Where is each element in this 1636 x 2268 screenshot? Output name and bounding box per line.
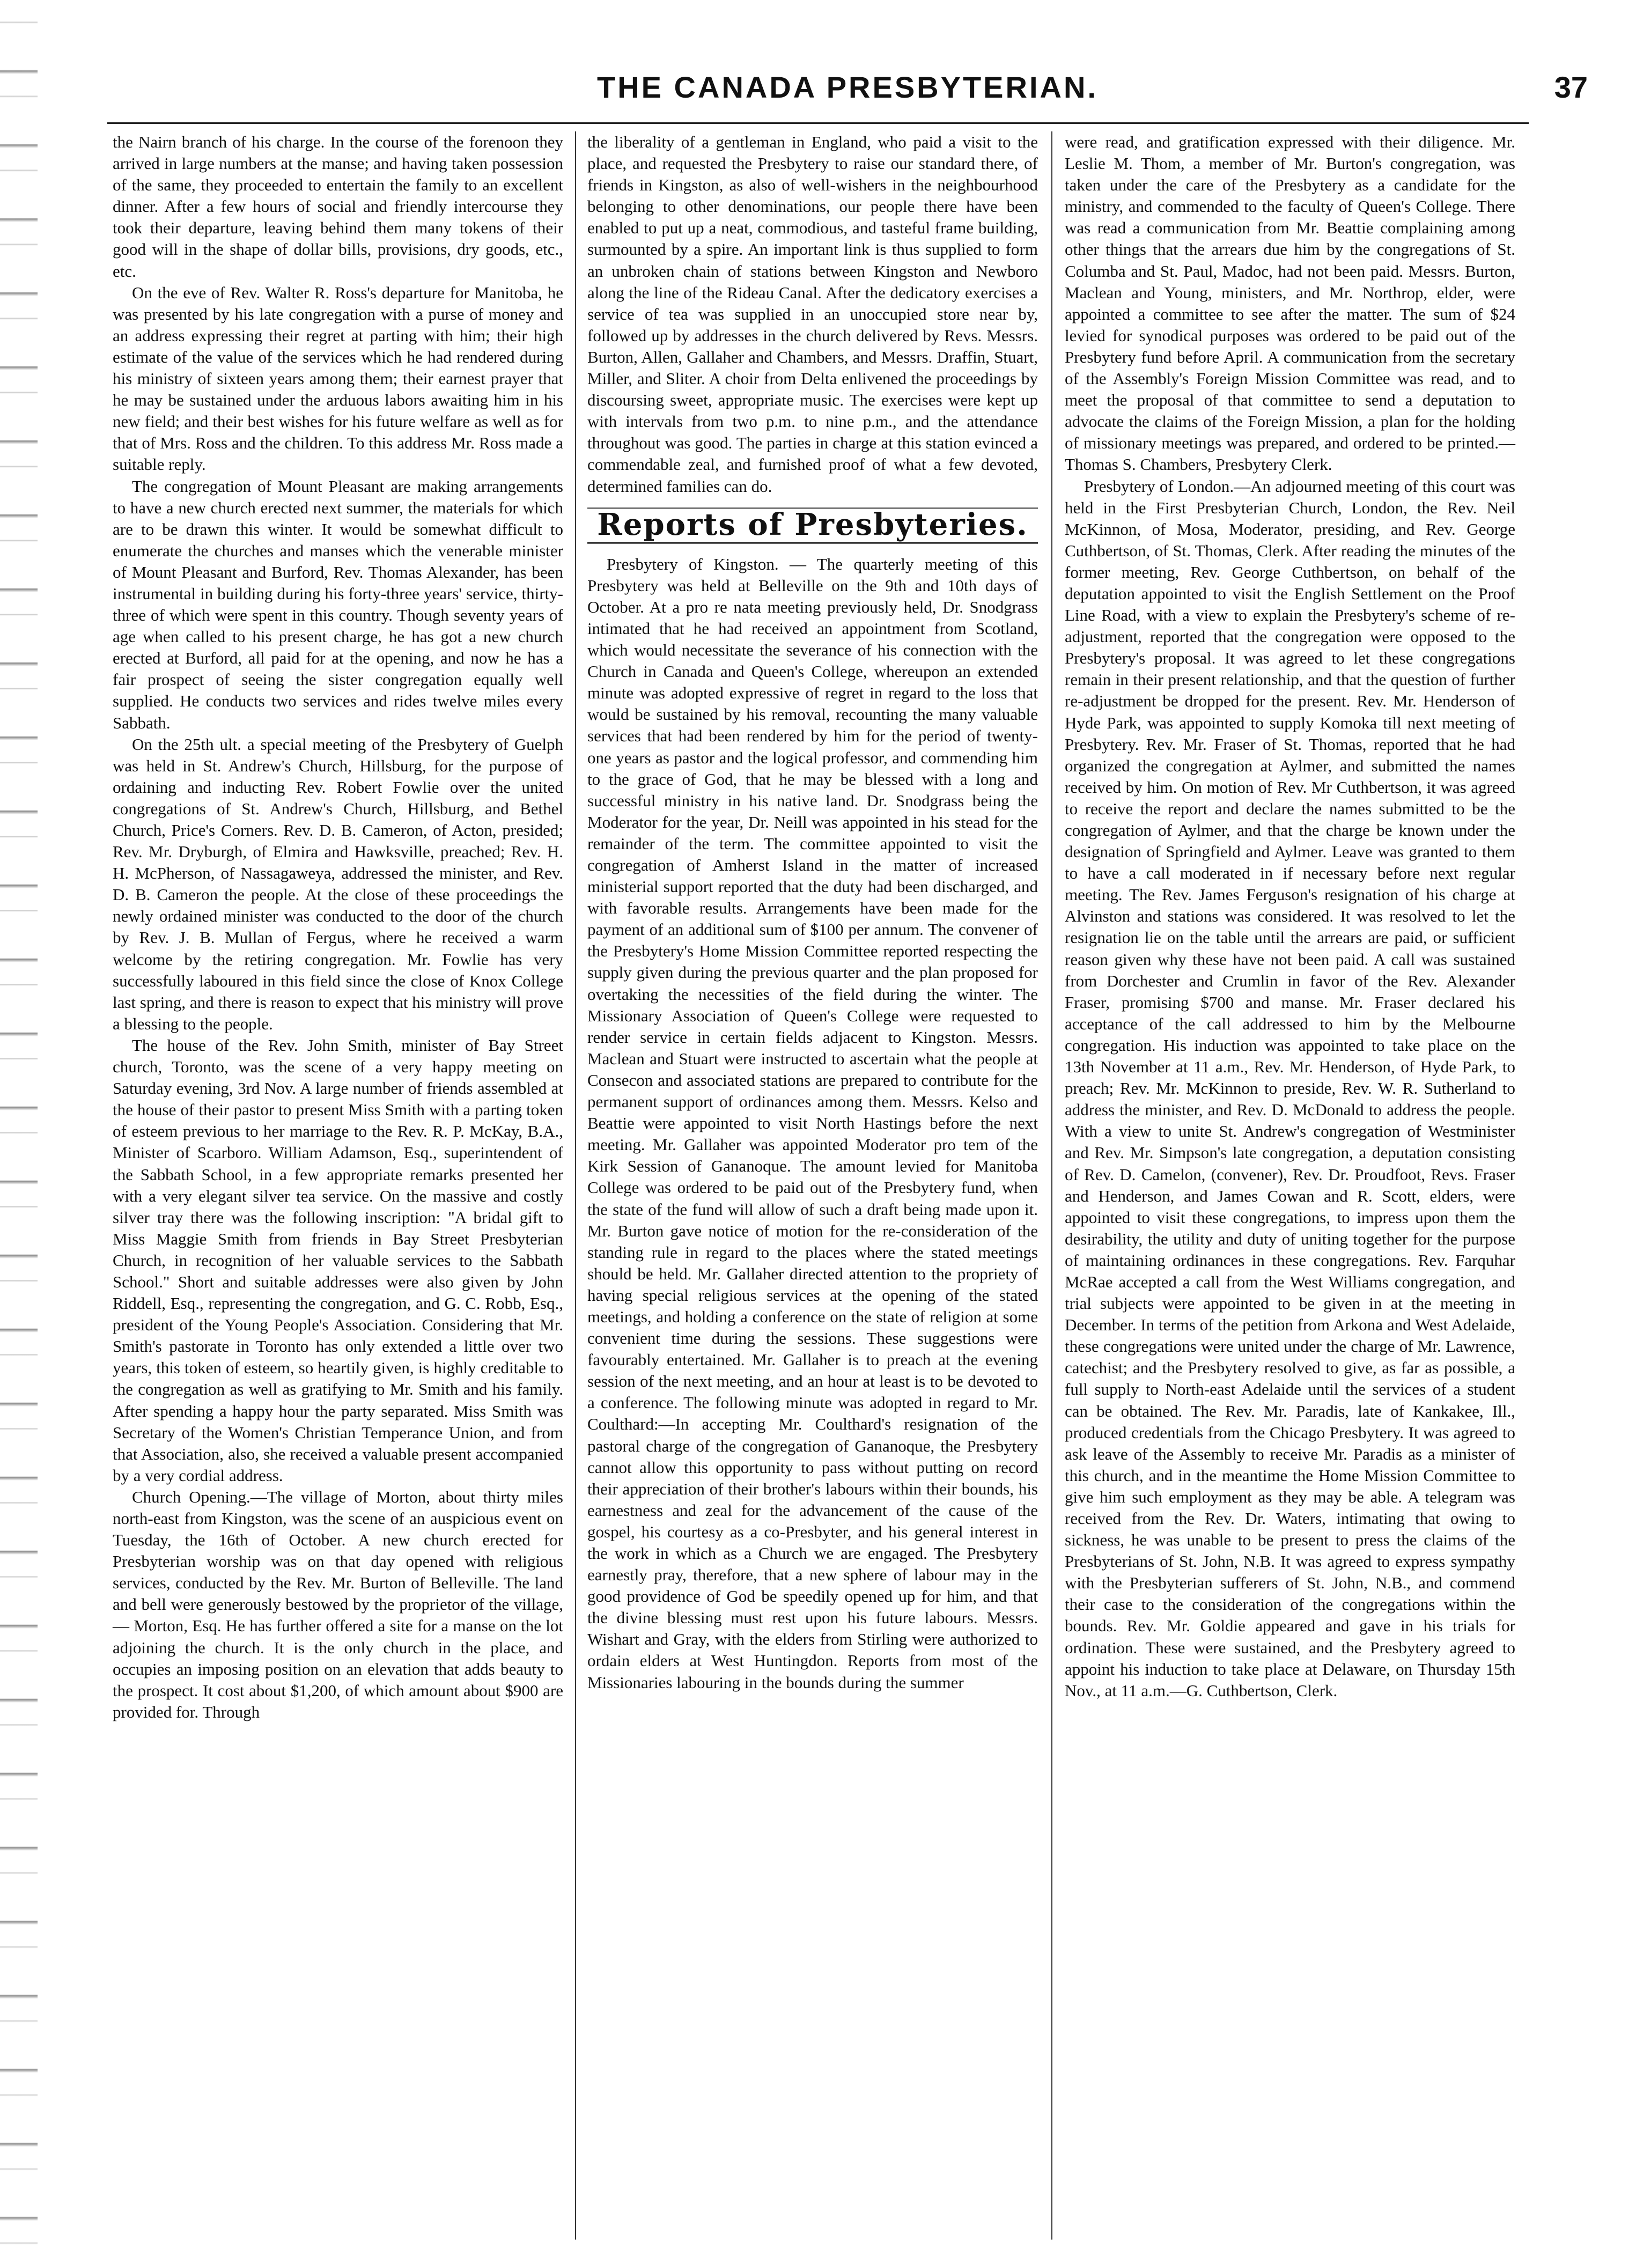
paragraph: the Nairn branch of his charge. In the course of the forenoon they arrived in large numbers at the manse; and having taken possession of the same, they proceeded to entertain the family to an excellent dinner. After a few hours of social and friendly intercourse they took their departure, leaving behind them many tokens of their good will in the shape of dollar bills, provisions, dry goods, etc., etc. bbox=[113, 132, 563, 281]
scanned-page-edge bbox=[0, 0, 38, 2268]
section-heading-banner bbox=[587, 507, 1038, 544]
paragraph: On the eve of Rev. Walter R. Ross's departure for Manitoba, he was presented by his late congregation with a purse of money and an address expressing their regret at parting with him; their high estimate of the value of the services which he had rendered during his ministry of sixteen years among them; their earnest prayer that he may be sustained under the arduous labors awaiting him in his new field; and their best wishes for his future welfare as well as for that of Mrs. Ross and the children. To this address Mr. Ross made a suitable reply. bbox=[113, 283, 563, 474]
section-heading: Reports of Presbyteries. bbox=[597, 506, 1028, 542]
column-2 bbox=[587, 131, 1038, 1693]
paragraph: On the 25th ult. a special meeting of the Presbytery of Guelph was held in St. Andrew's Church, Hillsburg, for the purpose of ordaining and inducting Rev. Robert Fowlie over the united congregations of St. Andrew's Church, Hillsburg, and Bethel Church, Price's Corners. Rev. D. B. Cameron, of Acton, presided; Rev. Mr. Dryburgh, of Elmira and Hawksville, preached; Rev. H. H. McPherson, of Nassagaweya, addressed the minister, and Rev. D. B. Cameron the people. At the close of these proceedings the newly ordained minister was conducted to the door of the church by Rev. J. B. Mullan of Fergus, where he received a warm welcome by the retiring congregation. Mr. Fowlie has very successfully laboured in this field since the close of Knox College last spring, and there is reason to expect that his ministry will prove a blessing to the people. bbox=[113, 734, 563, 1033]
paragraph: Presbytery of Kingston. — The quarterly meeting of this Presbytery was held at Belleville on the 9th and 10th days of October. At a pro re nata meeting previously held, Dr. Snodgrass intimated that he had received an appointment from Scotland, which would necessitate the severance of his connection with the Church in Canada and Queen's College, whereupon an extended minute was adopted expressive of regret in regard to the loss that would be sustained by his removal, recounting the many valuable services that had been rendered by him for the period of twenty-one years as pastor and the logical professor, and commending him to the grace of God, that he may be blessed with a long and successful ministry in his native land. Dr. Snodgrass being the Moderator for the year, Dr. Neill was appointed in his stead for the remainder of the term. The committee appointed to visit the congregation of Amherst Island in the matter of increased ministerial support reported that the duty had been discharged, and with favorable results. Arrangements have been made for the payment of an additional sum of $100 per annum. The convener of the Presbytery's Home Mission Committee reported respecting the supply given during the previous quarter and the plan proposed for overtaking the necessities of the field during the winter. The Missionary Association of Queen's College were requested to render service in certain fields adjacent to Kingston. Messrs. Maclean and Stuart were instructed to ascertain what the people at Consecon and associated stations are prepared to contribute for the permanent support of ordinances among them. Messrs. Kelso and Beattie were appointed to visit North Hastings before the next meeting. Mr. Gallaher was appointed Moderator pro tem of the Kirk Session of Gananoque. The amount levied for Manitoba College was ordered to be paid out of the Presbytery fund, when the state of the fund will allow of such a draft being made upon it. Mr. Burton gave notice of motion for the re-consideration of the standing rule in regard to the places where the stated meetings should be held. Mr. Gallaher directed attention to the propriety of having special religious services at the opening of the stated meetings, and holding a conference on the state of religion at some convenient time during the sessions. These suggestions were favourably entertained. Mr. Gallaher is to preach at the evening session of the next meeting, and an hour at least is to be devoted to a conference. The following minute was adopted in regard to Mr. Coulthard:—In accepting Mr. Coulthard's resignation of the pastoral charge of the congregation of Gananoque, the Presbytery cannot allow this opportunity to pass without putting on record their appreciation of their brother's labours within their bounds, his earnestness and zeal for the advancement of the cause of the gospel, his courtesy as a co-Presbyter, and his general interest in the work in which as a Church we are engaged. The Presbytery earnestly pray, therefore, that a new sphere of labour may in the good providence of God be speedily opened up for him, and that the divine blessing must rest upon his future labours. Messrs. Wishart and Gray, with the elders from Stirling were authorized to ordain elders at West Huntingdon. Reports from most of the Missionaries labouring in the bounds during the summer bbox=[587, 554, 1038, 1692]
column-3 bbox=[1065, 131, 1515, 1702]
column-divider bbox=[1051, 131, 1052, 2240]
paragraph: The congregation of Mount Pleasant are making arrangements to have a new church erected next summer, the materials for which are to be drawn this winter. It would be somewhat difficult to enumerate the churches and manses which the venerable minister of Mount Pleasant and Burford, Rev. Thomas Alexander, has been instrumental in building during his forty-three years' service, thirty-three of which were spent in this country. Though seventy years of age when called to his present charge, he has got a new church erected at Burford, all paid for at the opening, and now he has a fair prospect of seeing the sister congregation equally well supplied. He conducts two services and rides twelve miles every Sabbath. bbox=[113, 476, 563, 732]
paragraph: The house of the Rev. John Smith, minister of Bay Street church, Toronto, was the scene of a very happy meeting on Saturday evening, 3rd Nov. A large number of friends assembled at the house of their pastor to present Miss Smith with a parting token of esteem previous to her marriage to the Rev. R. P. McKay, B.A., Minister of Scarboro. William Adamson, Esq., superintendent of the Sabbath School, in a few appropriate remarks presented her with a very elegant silver tea service. On the massive and costly silver tray there was the following inscription: "A bridal gift to Miss Maggie Smith from friends in Bay Street Presbyterian Church, in recognition of her valuable services to the Sabbath School." Short and suitable addresses were also given by John Riddell, Esq., representing the congregation, and G. C. Robb, Esq., president of the Young People's Association. Considering that Mr. Smith's pastorate in Toronto has only extended a little over two years, this token of esteem, so heartily given, is highly creditable to the congregation as well as gratifying to Mr. Smith and his family. After spending a happy hour the party separated. Miss Smith was Secretary of the Women's Christian Temperance Union, and from that Association, also, she received a valuable present accompanied by a very cordial address. bbox=[113, 1035, 563, 1485]
page-number: 37 bbox=[1554, 70, 1588, 104]
column-1 bbox=[113, 131, 563, 1723]
paragraph: Presbytery of London.—An adjourned meeting of this court was held in the First Presbyterian Church, London, the Rev. Neil McKinnon, of Mosa, Moderator, presiding, and Rev. George Cuthbertson, of St. Thomas, Clerk. After reading the minutes of the former meeting, Rev. George Cuthbertson, on behalf of the deputation appointed to visit the English Settlement on the Proof Line Road, with a view to explain the Presbytery's scheme of re-adjustment, reported that the congregation were opposed to the Presbytery's proposal. It was agreed to let these congregations remain in their present relationship, and that the question of further re-adjustment be dropped for the present. Rev. Mr. Henderson of Hyde Park, was appointed to supply Komoka till next meeting of Presbytery. Rev. Mr. Fraser of St. Thomas, reported that he had organized the congregation at Aylmer, and submitted the names received by him. On motion of Rev. Mr Cuthbertson, it was agreed to receive the report and declare the names submitted to be the congregation of Aylmer, and that the charge be known under the designation of Springfield and Aylmer. Leave was granted to them to have a call moderated in if necessary before next regular meeting. The Rev. James Ferguson's resignation of his charge at Alvinston and stations was considered. It was resolved to let the resignation lie on the table until the arrears are paid, or sufficient reason given why these have not been paid. A call was sustained from Dorchester and Crumlin in favor of the Rev. Alexander Fraser, promising $700 and manse. Mr. Fraser declared his acceptance of the call addressed to him by the Melbourne congregation. His induction was appointed to take place on the 13th November at 11 a.m., Rev. Mr. Henderson, of Hyde Park, to preach; Rev. Mr. McKinnon to preside, Rev. W. R. Sutherland to address the minister, and Rev. D. McDonald to address the people. With a view to unite St. Andrew's congregation of Westminister and Rev. Mr. Simpson's late congregation, a deputation consisting of Rev. D. Camelon, (convener), Rev. Dr. Proudfoot, Revs. Fraser and Henderson, and James Cowan and R. Scott, elders, were appointed to visit these congregations, to impress upon them the desirability, the utility and duty of uniting together for the purpose of maintaining ordinances in these congregations. Rev. Farquhar McRae accepted a call from the West Williams congregation, and trial subjects were appointed to be given in at the meeting in December. In terms of the petition from Arkona and West Adelaide, these congregations were united under the charge of Mr. Lawrence, catechist; and the Presbytery resolved to give, as far as possible, a full supply to North-east Adelaide until the services of a student can be obtained. The Rev. Mr. Paradis, late of Kankakee, Ill., produced credentials from the Chicago Presbytery. It was agreed to ask leave of the Assembly to receive Mr. Paradis as a minister of this church, and in the meantime the Home Mission Committee to give him such employment as they may be able. A telegram was received from the Rev. Dr. Waters, intimating that owing to sickness, he was unable to be present to press the claims of the Presbyterians of St. John, N.B. It was agreed to express sympathy with the Presbyterian sufferers of St. John, N.B., and commend their case to the consideration of the congregations within the bounds. Rev. Mr. Goldie appeared and gave in his trials for ordination. These were sustained, and the Presbytery agreed to appoint his induction to take place at Delaware, on Thursday 15th Nov., at 11 a.m.—G. Cuthbertson, Clerk. bbox=[1065, 476, 1515, 1700]
header-rule bbox=[107, 122, 1529, 124]
paragraph: Church Opening.—The village of Morton, about thirty miles north-east from Kingston, was the scene of an auspicious event on Tuesday, the 16th of October. A new church erected for Presbyterian worship was on that day opened with religious services, conducted by the Rev. Mr. Burton of Belleville. The land and bell were generously bestowed by the proprietor of the village, — Morton, Esq. He has further offered a site for a manse on the lot adjoining the church. It is the only church in the place, and occupies an imposing position on an elevation that adds beauty to the prospect. It cost about $1,200, of which amount about $900 are provided for. Through bbox=[113, 1487, 563, 1721]
paragraph: the liberality of a gentleman in England, who paid a visit to the place, and requested the Presbytery to raise our standard there, of friends in Kingston, as also of well-wishers in the neighbourhood belonging to other denominations, our people there have been enabled to put up a neat, commodious, and tasteful frame building, surmounted by a spire. An important link is thus supplied to form an unbroken chain of stations between Kingston and Newboro along the line of the Rideau Canal. After the dedicatory exercises a service of tea was supplied in an unoccupied store near by, followed up by addresses in the church delivered by Revs. Messrs. Burton, Allen, Gallaher and Chambers, and Messrs. Draffin, Stuart, Miller, and Sliter. A choir from Delta enlivened the proceedings by discoursing sweet, appropriate music. The exercises were kept up with intervals from two p.m. to nine p.m., and the attendance throughout was good. The parties in charge at this station evinced a commendable zeal, and furnished proof of what a few devoted, determined families can do. bbox=[587, 132, 1038, 496]
page-header bbox=[569, 70, 1588, 118]
paragraph: were read, and gratification expressed with their diligence. Mr. Leslie M. Thom, a member of Mr. Burton's congregation, was taken under the care of the Presbytery as a candidate for the ministry, and commended to the faculty of Queen's College. There was read a communication from Mr. Beattie complaining among other things that the arrears due him by the congregations of St. Columba and St. Paul, Madoc, had not been paid. Messrs. Burton, Maclean and Young, ministers, and Mr. Northrop, elder, were appointed a committee to see after the matter. The sum of $24 levied for synodical purposes was ordered to be paid out of the Presbytery fund before April. A communication from the secretary of the Assembly's Foreign Mission Committee was read, and to meet the proposal of that committee to send a deputation to advocate the claims of the Foreign Mission, a plan for the holding of missionary meetings was prepared, and ordered to be printed.—Thomas S. Chambers, Presbytery Clerk. bbox=[1065, 132, 1515, 474]
column-divider bbox=[575, 131, 576, 2240]
running-title: THE CANADA PRESBYTERIAN. bbox=[597, 70, 1098, 104]
